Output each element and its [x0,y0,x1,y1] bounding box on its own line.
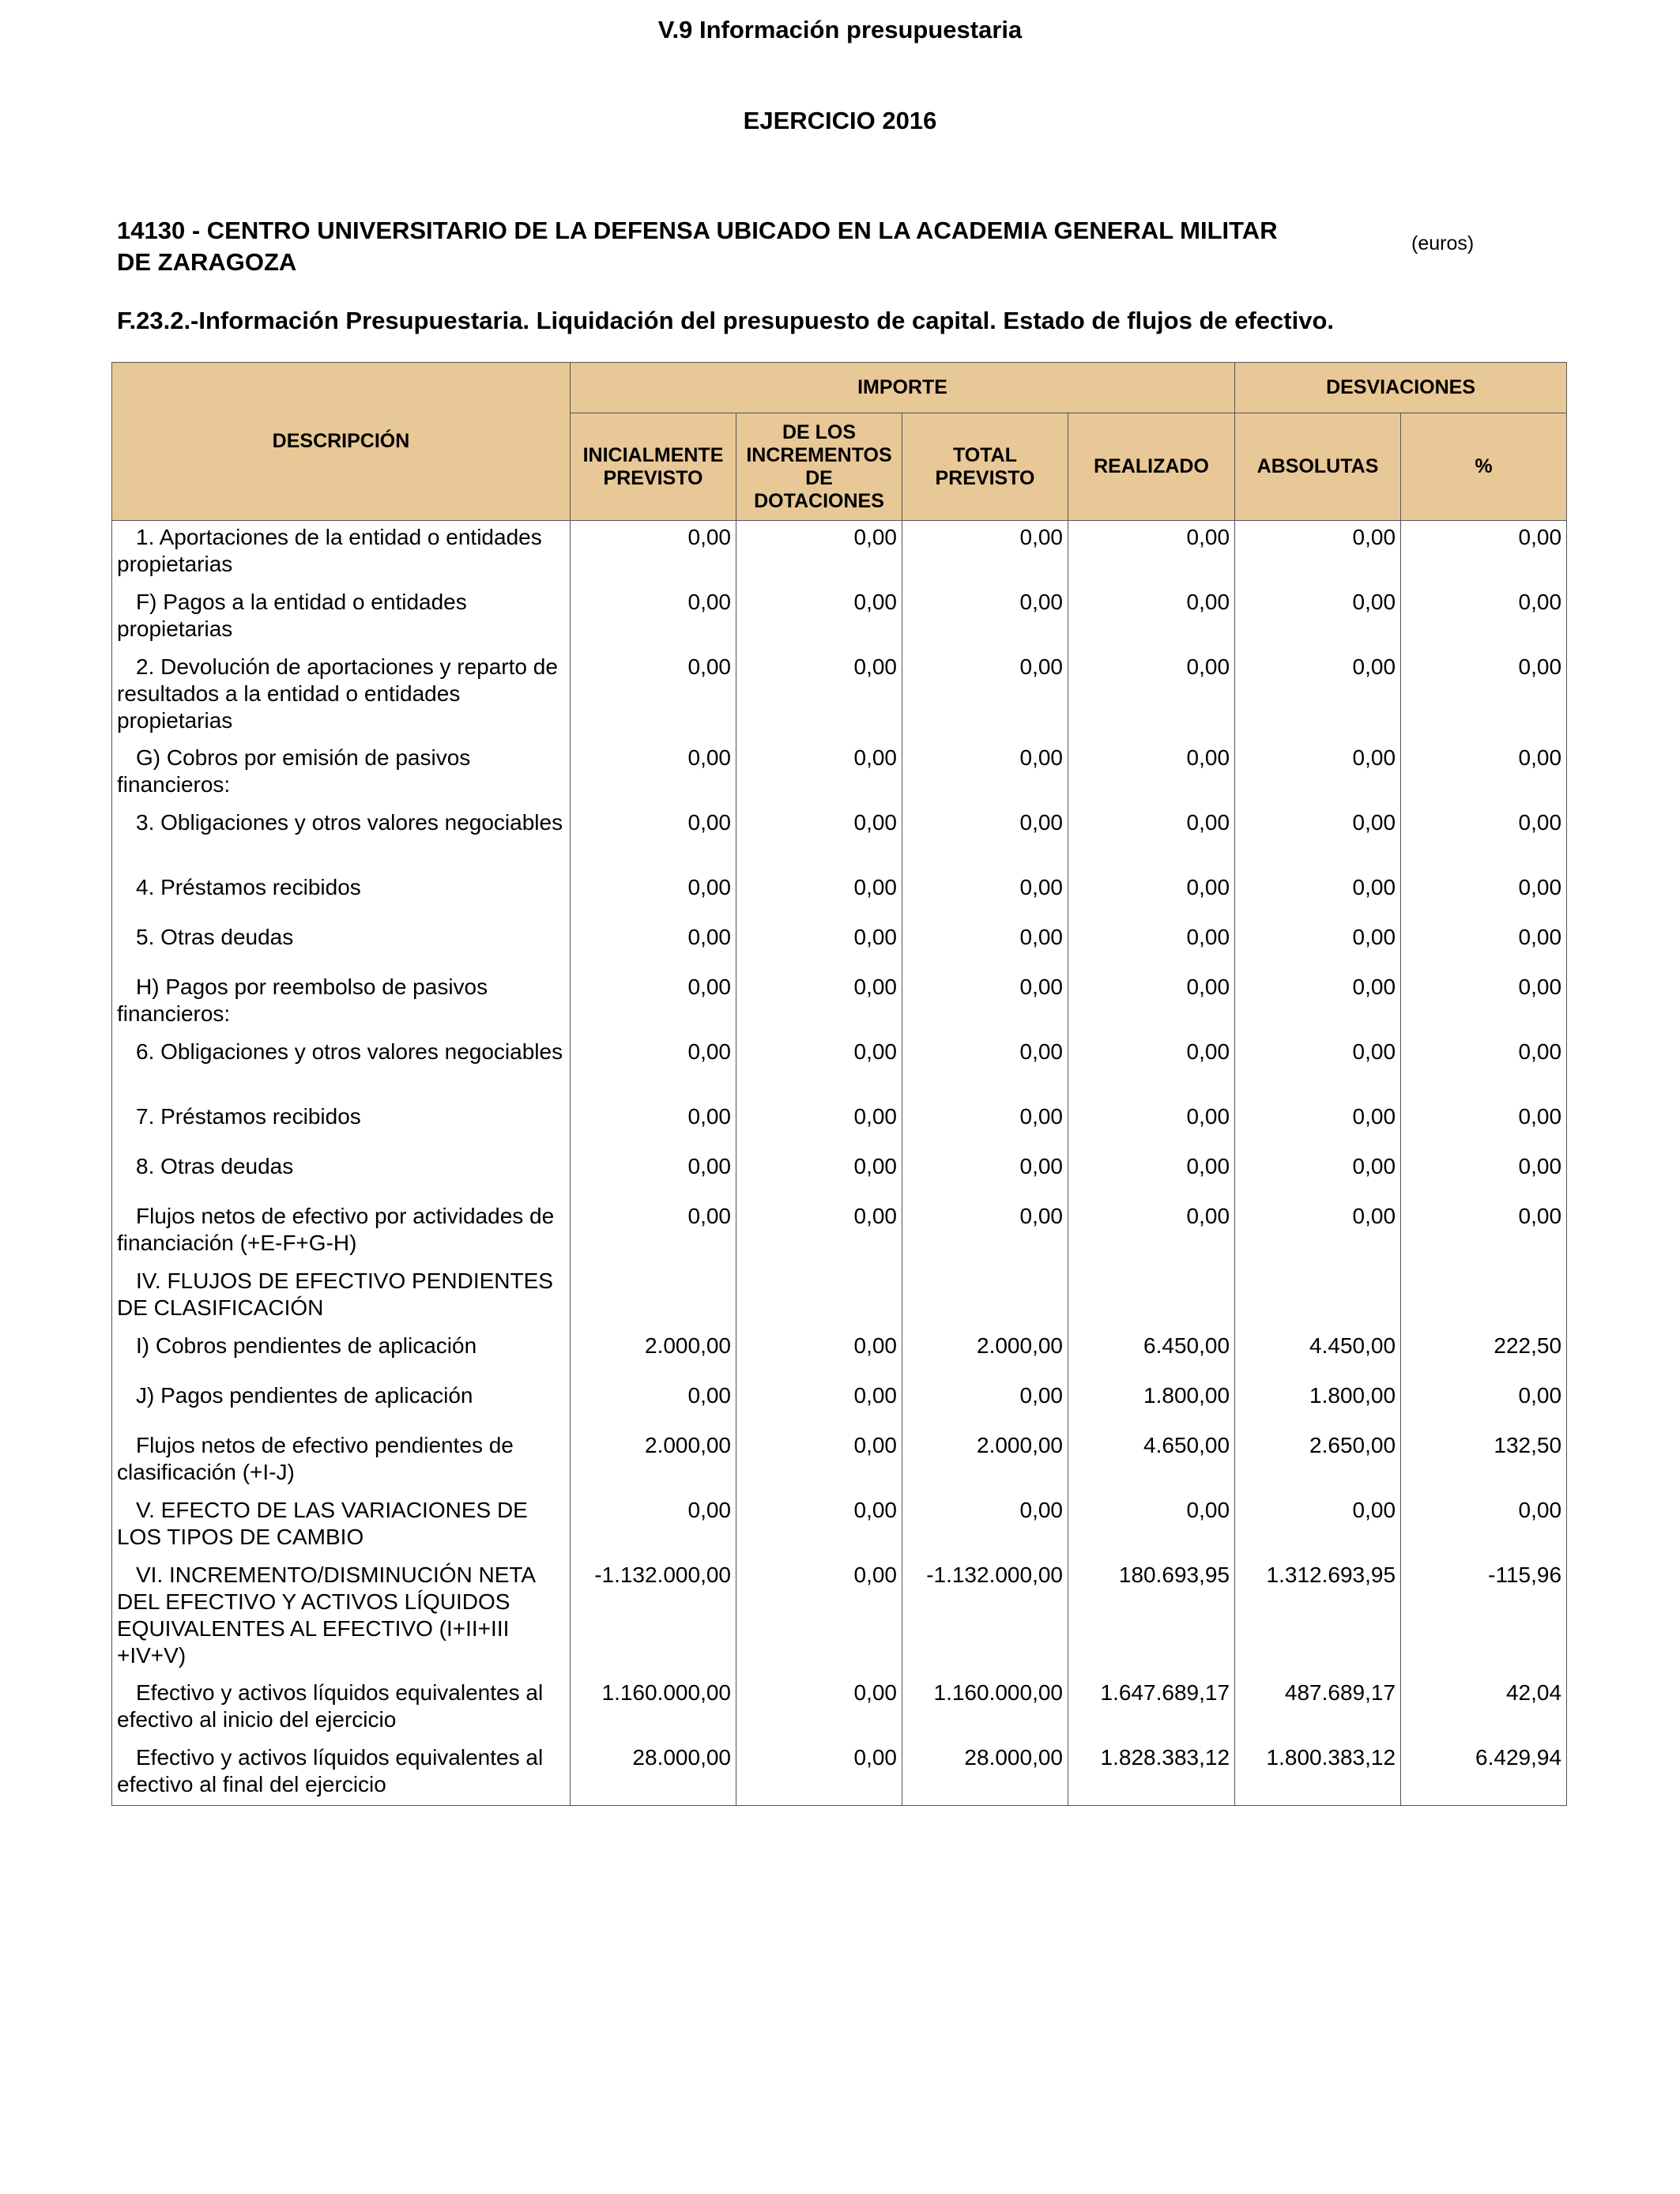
cell-realizado: 1.647.689,17 [1068,1676,1235,1741]
table-row [112,1100,1567,1150]
budget-table [111,362,1567,1806]
cell-inicial: 2.000,00 [571,1429,736,1494]
cell-incrementos: 0,00 [736,1329,902,1379]
row-description: IV. FLUJOS DE EFECTIVO PENDIENTES DE CLASIFICACIÓN [112,1265,571,1329]
header-total: TOTAL PREVISTO [902,413,1068,521]
cell-porcentaje: 0,00 [1401,1150,1567,1200]
table-row [112,1200,1567,1265]
cell-incrementos: 0,00 [736,871,902,921]
table-row [112,741,1567,806]
cell-absolutas: 0,00 [1235,871,1401,921]
cell-realizado: 0,00 [1068,1035,1235,1100]
row-description: 3. Obligaciones y otros valores negociables [112,806,571,871]
cell-absolutas: 0,00 [1235,586,1401,650]
cell-total: 0,00 [902,971,1068,1035]
cell-absolutas: 487.689,17 [1235,1676,1401,1741]
cell-incrementos: 0,00 [736,1741,902,1806]
cell-inicial: 0,00 [571,1100,736,1150]
header-absolutas: ABSOLUTAS [1235,413,1401,521]
cell-inicial: 0,00 [571,1150,736,1200]
cell-total: 0,00 [902,1494,1068,1559]
cell-total: 0,00 [902,521,1068,586]
cell-inicial: 0,00 [571,1200,736,1265]
cell-porcentaje: 0,00 [1401,741,1567,806]
table-row [112,1150,1567,1200]
cell-incrementos: 0,00 [736,1150,902,1200]
row-description: G) Cobros por emisión de pasivos financieros: [112,741,571,806]
row-description: 5. Otras deudas [112,921,571,971]
header-inicial: INICIALMENTE PREVISTO [571,413,736,521]
cell-incrementos: 0,00 [736,806,902,871]
cell-porcentaje: 0,00 [1401,1100,1567,1150]
cell-realizado: 0,00 [1068,521,1235,586]
table-row [112,1379,1567,1429]
cell-incrementos: 0,00 [736,586,902,650]
cell-inicial: 0,00 [571,1035,736,1100]
table-row [112,521,1567,586]
cell-inicial: 0,00 [571,971,736,1035]
cell-total [902,1265,1068,1329]
row-description: V. EFECTO DE LAS VARIACIONES DE LOS TIPOS DE CAMBIO [112,1494,571,1559]
cell-incrementos: 0,00 [736,521,902,586]
cell-total: 28.000,00 [902,1741,1068,1806]
table-row [112,586,1567,650]
cell-realizado: 0,00 [1068,1200,1235,1265]
cell-realizado: 1.828.383,12 [1068,1741,1235,1806]
table-row [112,1429,1567,1494]
cell-porcentaje: 0,00 [1401,1379,1567,1429]
cell-inicial: 2.000,00 [571,1329,736,1379]
cell-absolutas: 2.650,00 [1235,1429,1401,1494]
cell-inicial: 0,00 [571,650,736,741]
row-description: F) Pagos a la entidad o entidades propietarias [112,586,571,650]
cell-porcentaje: 0,00 [1401,806,1567,871]
row-description: Efectivo y activos líquidos equivalentes al efectivo al inicio del ejercicio [112,1676,571,1741]
row-description: Flujos netos de efectivo pendientes de clasificación (+I-J) [112,1429,571,1494]
cell-total: 0,00 [902,806,1068,871]
header-porcentaje: % [1401,413,1567,521]
cell-realizado: 4.650,00 [1068,1429,1235,1494]
row-description: 6. Obligaciones y otros valores negociables [112,1035,571,1100]
cell-incrementos: 0,00 [736,1494,902,1559]
cell-incrementos: 0,00 [736,741,902,806]
cell-realizado: 0,00 [1068,650,1235,741]
cell-incrementos: 0,00 [736,1676,902,1741]
cell-inicial: 0,00 [571,871,736,921]
cell-porcentaje: 0,00 [1401,1494,1567,1559]
cell-total: 1.160.000,00 [902,1676,1068,1741]
cell-absolutas: 0,00 [1235,1035,1401,1100]
cell-porcentaje: 0,00 [1401,871,1567,921]
cell-porcentaje: 0,00 [1401,1200,1567,1265]
row-description: 1. Aportaciones de la entidad o entidades propietarias [112,521,571,586]
cell-realizado: 0,00 [1068,971,1235,1035]
cell-total: 0,00 [902,1150,1068,1200]
cell-inicial: 0,00 [571,806,736,871]
cell-incrementos: 0,00 [736,650,902,741]
table-row [112,806,1567,871]
cell-porcentaje: 6.429,94 [1401,1741,1567,1806]
cell-inicial: 0,00 [571,921,736,971]
cell-porcentaje: 0,00 [1401,971,1567,1035]
header-descripcion: DESCRIPCIÓN [112,363,571,521]
form-title: F.23.2.-Información Presupuestaria. Liquidación del presupuesto de capital. Estado de flujos de efectivo. [117,307,1335,334]
row-description: 8. Otras deudas [112,1150,571,1200]
table-body [112,521,1567,1806]
header-realizado: REALIZADO [1068,413,1235,521]
cell-porcentaje: -115,96 [1401,1559,1567,1676]
header-incrementos: DE LOS INCREMENTOS DE DOTACIONES [736,413,902,521]
cell-total: -1.132.000,00 [902,1559,1068,1676]
table-row [112,1676,1567,1741]
row-description: Flujos netos de efectivo por actividades de financiación (+E-F+G-H) [112,1200,571,1265]
cell-inicial: 0,00 [571,521,736,586]
cell-total: 2.000,00 [902,1329,1068,1379]
cell-realizado: 1.800,00 [1068,1379,1235,1429]
cell-porcentaje [1401,1265,1567,1329]
cell-incrementos: 0,00 [736,921,902,971]
cell-total: 0,00 [902,921,1068,971]
cell-realizado: 0,00 [1068,806,1235,871]
cell-absolutas: 1.800.383,12 [1235,1741,1401,1806]
cell-porcentaje: 222,50 [1401,1329,1567,1379]
row-description: 7. Préstamos recibidos [112,1100,571,1150]
cell-porcentaje: 42,04 [1401,1676,1567,1741]
cell-realizado: 0,00 [1068,586,1235,650]
cell-absolutas: 0,00 [1235,921,1401,971]
table-row [112,971,1567,1035]
cell-incrementos: 0,00 [736,1429,902,1494]
cell-absolutas: 4.450,00 [1235,1329,1401,1379]
row-description: 4. Préstamos recibidos [112,871,571,921]
row-description: H) Pagos por reembolso de pasivos financieros: [112,971,571,1035]
cell-inicial: 0,00 [571,1494,736,1559]
cell-absolutas: 1.312.693,95 [1235,1559,1401,1676]
cell-inicial: 0,00 [571,1379,736,1429]
cell-inicial: 0,00 [571,586,736,650]
cell-inicial: 28.000,00 [571,1741,736,1806]
cell-porcentaje: 0,00 [1401,650,1567,741]
cell-absolutas: 0,00 [1235,741,1401,806]
row-description: I) Cobros pendientes de aplicación [112,1329,571,1379]
table-row [112,1559,1567,1676]
cell-realizado: 0,00 [1068,871,1235,921]
row-description: Efectivo y activos líquidos equivalentes al efectivo al final del ejercicio [112,1741,571,1806]
cell-inicial: 0,00 [571,741,736,806]
table-row [112,1741,1567,1806]
cell-realizado: 6.450,00 [1068,1329,1235,1379]
cell-absolutas [1235,1265,1401,1329]
cell-total: 0,00 [902,586,1068,650]
cell-absolutas: 0,00 [1235,1150,1401,1200]
cell-absolutas: 0,00 [1235,1494,1401,1559]
cell-total: 0,00 [902,1200,1068,1265]
cell-incrementos [736,1265,902,1329]
cell-inicial [571,1265,736,1329]
cell-incrementos: 0,00 [736,1379,902,1429]
currency-note: (euros) [1411,232,1475,254]
cell-total: 0,00 [902,1100,1068,1150]
header-desviaciones: DESVIACIONES [1235,363,1567,413]
table-row [112,1265,1567,1329]
cell-porcentaje: 0,00 [1401,586,1567,650]
cell-realizado: 0,00 [1068,741,1235,806]
table-row [112,1494,1567,1559]
cell-realizado: 180.693,95 [1068,1559,1235,1676]
cell-absolutas: 0,00 [1235,971,1401,1035]
cell-total: 2.000,00 [902,1429,1068,1494]
header-importe: IMPORTE [571,363,1235,413]
cell-total: 0,00 [902,1379,1068,1429]
entity-title: 14130 - CENTRO UNIVERSITARIO DE LA DEFENSA UBICADO EN LA ACADEMIA GENERAL MILITAR DE ZARAGOZA [117,217,1278,276]
cell-incrementos: 0,00 [736,1100,902,1150]
table-row [112,1329,1567,1379]
cell-absolutas: 1.800,00 [1235,1379,1401,1429]
cell-absolutas: 0,00 [1235,650,1401,741]
cell-total: 0,00 [902,1035,1068,1100]
cell-realizado [1068,1265,1235,1329]
cell-incrementos: 0,00 [736,1200,902,1265]
cell-porcentaje: 0,00 [1401,521,1567,586]
table-row [112,871,1567,921]
row-description: J) Pagos pendientes de aplicación [112,1379,571,1429]
cell-absolutas: 0,00 [1235,806,1401,871]
cell-incrementos: 0,00 [736,971,902,1035]
table-row [112,650,1567,741]
cell-incrementos: 0,00 [736,1559,902,1676]
cell-porcentaje: 132,50 [1401,1429,1567,1494]
year-title: EJERCICIO 2016 [743,107,937,134]
cell-inicial: 1.160.000,00 [571,1676,736,1741]
cell-total: 0,00 [902,650,1068,741]
table-row [112,1035,1567,1100]
cell-total: 0,00 [902,741,1068,806]
cell-inicial: -1.132.000,00 [571,1559,736,1676]
cell-absolutas: 0,00 [1235,1200,1401,1265]
cell-porcentaje: 0,00 [1401,1035,1567,1100]
row-description: VI. INCREMENTO/DISMINUCIÓN NETA DEL EFECTIVO Y ACTIVOS LÍQUIDOS EQUIVALENTES AL EFECTIVO (I+II+III +IV+V) [112,1559,571,1676]
cell-porcentaje: 0,00 [1401,921,1567,971]
cell-realizado: 0,00 [1068,1150,1235,1200]
table-row [112,921,1567,971]
row-description: 2. Devolución de aportaciones y reparto de resultados a la entidad o entidades propietarias [112,650,571,741]
cell-absolutas: 0,00 [1235,521,1401,586]
cell-total: 0,00 [902,871,1068,921]
section-title: V.9 Información presupuestaria [657,16,1023,43]
cell-realizado: 0,00 [1068,1494,1235,1559]
cell-incrementos: 0,00 [736,1035,902,1100]
cell-realizado: 0,00 [1068,1100,1235,1150]
cell-absolutas: 0,00 [1235,1100,1401,1150]
cell-realizado: 0,00 [1068,921,1235,971]
